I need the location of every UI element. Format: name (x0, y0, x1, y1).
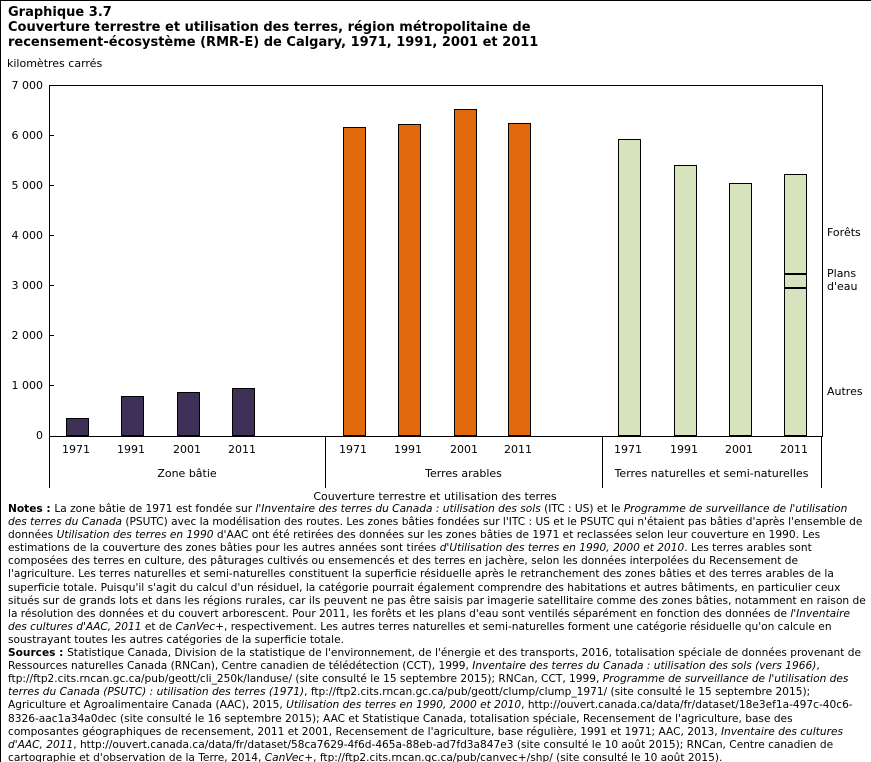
y-tick-mark (50, 385, 54, 386)
italic-text-segment: CanVec+ (175, 620, 224, 633)
x-tick-label-year: 2011 (504, 443, 532, 456)
text-segment: , http://ouvert.canada.ca/data/fr/dataset/18e3ef1a-497c-40c6-8326-aac1a34a0dec (site consulté le 16 septembre 2015); AAC et Statistique Canada, totalisation spéciale, Recensement de l'agriculture, base des composantes géographiques de recensement, 2011 et 2001, Recensement de l'agriculture, base régulière, 1991 et 1971; AAC, 2013, (8, 699, 853, 738)
bar-terres-arables-2001 (454, 109, 477, 436)
y-tick-mark (50, 185, 54, 186)
bar-segment-autres (784, 288, 807, 436)
italic-text-segment: Utilisation des terres en 1990 (56, 529, 214, 542)
x-tick-label-year: 2001 (173, 443, 201, 456)
x-tick-label-year: 1971 (614, 443, 642, 456)
x-tick-label-year: 1971 (62, 443, 90, 456)
text-segment: , ftp://ftp2.cits.rncan.gc.ca/pub/geott/cli_250k/landuse/ (site consulté le 15 septembre 2015); RNCan, CCT, 1999, (8, 660, 820, 686)
notes-paragraph (8, 503, 866, 647)
annotation-plans-deau: Plans d'eau (827, 267, 858, 293)
text-segment: (PSUTC) avec la modélisation des routes. Les zones bâties fondées sur l'ITC : US et le PSUTC qui n'étaient pas bâties d'après l'ensemble de données (8, 516, 863, 542)
italic-text-segment: Inventaire des cultures d'AAC, 2011 (8, 725, 843, 751)
y-axis-unit-label: kilomètres carrés (7, 57, 103, 70)
text-segment: d'AAC ont été retirées des données sur les zones bâties de 1971 et reclassées selon leur couverture en 1990. Les estimations de la couverture des zones bâties pour les autres années sont tirées (8, 529, 821, 555)
bar-terres-naturelles-et-semi-naturelles-1971 (618, 139, 641, 436)
x-tick-label-year: 1991 (394, 443, 422, 456)
x-tick-label-year: 1991 (117, 443, 145, 456)
italic-text-segment: Programme de surveillance de l'utilisation des terres du Canada (PSUTC) : utilisation des terres (1971) (8, 673, 849, 699)
x-tick-label-year: 2011 (780, 443, 808, 456)
italic-text-segment: Inventaire des terres du Canada : utilisation des sols (vers 1966) (472, 660, 817, 673)
italic-text-segment: Programme de surveillance de l'utilisation des terres du Canada (8, 503, 848, 529)
annotation-forets: Forêts (827, 226, 861, 239)
text-segment: et de (141, 620, 176, 633)
x-tick-label-year: 2001 (725, 443, 753, 456)
group-divider-line (821, 436, 822, 488)
x-axis-title: Couverture terrestre et utilisation des terres (313, 490, 557, 503)
bar-zone-b-tie-2011 (232, 388, 255, 436)
y-tick-label: 5 000 (11, 179, 43, 192)
bar-terres-arables-1991 (398, 124, 421, 436)
text-segment: Notes : (8, 503, 55, 515)
group-label-terres-naturelles-et-semi-naturelles: Terres naturelles et semi-naturelles (614, 467, 809, 480)
plot-area (49, 85, 823, 437)
group-divider-line (325, 436, 326, 488)
bar-terres-naturelles-et-semi-naturelles-1991 (674, 165, 697, 436)
text-segment: , http://ouvert.canada.ca/data/fr/dataset/58ca7629-4f6d-465a-88eb-ad7fd3a847e3 (site consulté le 10 août 2015); RNCan, Centre canadien de cartographie et d'observation de la Terre, 2014, (8, 738, 834, 762)
group-divider-line (602, 436, 603, 488)
y-tick-mark (50, 135, 54, 136)
text-segment: , ftp://ftp2.cits.rncan.gc.ca/pub/geott/clump/clump_1971/ (site consulté le 15 septembre 2015); Agriculture et Agroalimentaire Canada (AAC), 2015, (8, 686, 811, 712)
text-segment: (ITC : US) et le (540, 503, 624, 515)
y-tick-label: 4 000 (11, 229, 43, 242)
text-segment: , ftp://ftp2.cits.rncan.gc.ca/pub/canvec+/shp/ (site consulté le 10 août 2015). (313, 751, 723, 762)
figure-title-line-1: Couverture terrestre et utilisation des terres, région métropolitaine de (8, 20, 531, 35)
bar-segment-plans-d-eau (784, 274, 807, 288)
notes-and-sources (8, 503, 866, 762)
bar-terres-arables-2011 (508, 123, 531, 436)
y-tick-label: 1 000 (11, 379, 43, 392)
text-segment: , respectivement. Les autres terres naturelles et semi-naturelles forment une catégorie résiduelle qu'on calcule en soustrayant toutes les autres catégories de la superficie totale. (8, 620, 832, 646)
figure-number: Graphique 3.7 (8, 5, 112, 20)
y-tick-mark (50, 335, 54, 336)
italic-text-segment: CanVec+ (264, 751, 314, 762)
figure-title-line-2: recensement-écosystème (RMR-E) de Calgary, 1971, 1991, 2001 et 2011 (8, 35, 539, 50)
italic-text-segment: l'Inventaire des cultures d'AAC, 2011 (8, 607, 850, 633)
text-segment: La zone bâtie de 1971 est fondée sur (54, 503, 256, 515)
y-tick-mark (50, 285, 54, 286)
text-segment: . Les terres arables sont composées des terres en culture, des pâturages cultivés ou ensemencés et des terres en jachère, selon les données interpolées du Recensement de l'agriculture. Les terres naturelles et semi-naturelles constituent la superficie résiduelle après le retranchement des zones bâties et des terres arables de la superficie totale. Puisqu'il s'agit du calcul d'un résiduel, la catégorie pourrait également comprendre des habitations et autres bâtiments, en particulier ceux situés sur de grands lots et dans les régions rurales, car ils peuvent ne pas être saisis par imagerie satellitaire comme des zones bâties, notamment en raison de la résolution des données et du couvert arborescent. Pour 2011, les forêts et les plans d'eau sont ventilés séparément en fonction des données de (8, 542, 866, 620)
bar-terres-naturelles-et-semi-naturelles-2001 (729, 183, 752, 436)
bar-zone-b-tie-2001 (177, 392, 200, 436)
group-divider-line (49, 436, 50, 488)
group-label-zone-b-tie: Zone bâtie (157, 467, 217, 480)
x-tick-label-year: 2001 (450, 443, 478, 456)
y-tick-label: 6 000 (11, 129, 43, 142)
italic-text-segment: d'Utilisation des terres en 1990, 2000 et 2010 (439, 542, 685, 555)
italic-text-segment: Utilisation des terres en 1990, 2000 et 2010 (286, 699, 522, 712)
y-tick-label: 7 000 (11, 79, 43, 92)
y-tick-label: 0 (36, 429, 43, 442)
y-tick-mark (50, 235, 54, 236)
x-tick-label-year: 1971 (339, 443, 367, 456)
annotation-autres: Autres (827, 385, 863, 398)
bar-zone-b-tie-1991 (121, 396, 144, 436)
text-segment: Statistique Canada, Division de la statistique de l'environnement, de l'énergie et des transports, 2016, totalisation spéciale de données provenant de Ressources naturelles Canada (RNCan), Centre canadien de télédétection (CCT), 1999, (8, 647, 862, 673)
x-tick-label-year: 2011 (228, 443, 256, 456)
bar-terres-arables-1971 (343, 127, 366, 436)
y-tick-label: 2 000 (11, 329, 43, 342)
group-label-terres-arables: Terres arables (425, 467, 502, 480)
stacked-bar-terres-naturelles-et-semi-naturelles-2011 (784, 174, 807, 436)
sources-paragraph (8, 647, 866, 762)
x-axis-band (1, 436, 871, 488)
text-segment: Sources : (8, 647, 68, 660)
y-tick-label: 3 000 (11, 279, 43, 292)
italic-text-segment: l'Inventaire des terres du Canada : utilisation des sols (255, 503, 541, 515)
bar-segment-for-ts (784, 174, 807, 274)
x-tick-label-year: 1991 (670, 443, 698, 456)
bar-zone-b-tie-1971 (66, 418, 89, 436)
